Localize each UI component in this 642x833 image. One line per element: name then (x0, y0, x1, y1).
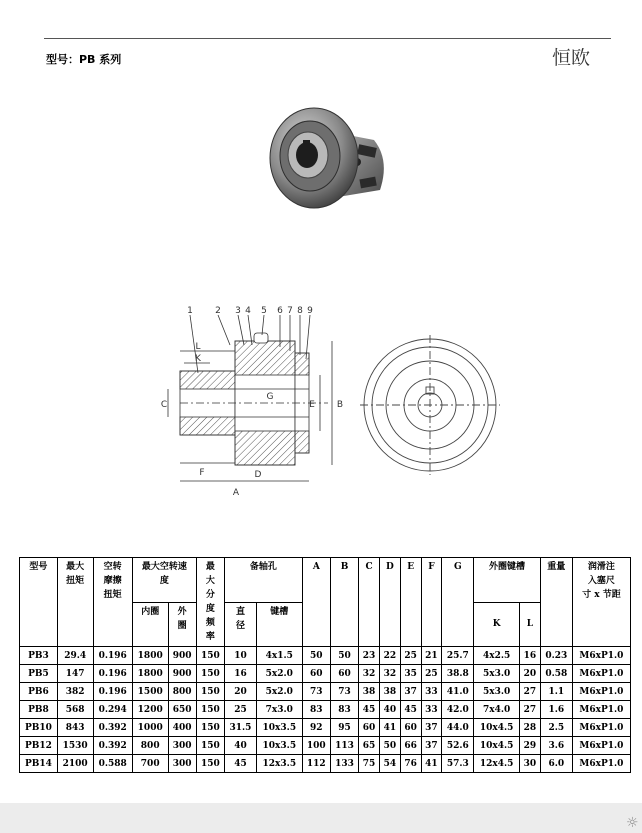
table-cell: M6xP1.0 (572, 665, 630, 683)
table-cell: M6xP1.0 (572, 755, 630, 773)
table-cell: M6xP1.0 (572, 647, 630, 665)
table-cell: 66 (400, 737, 421, 755)
dim-label-K: K (195, 354, 201, 364)
col-header-L: L (520, 602, 541, 647)
table-cell: 73 (330, 683, 358, 701)
part-number: 4 (245, 306, 251, 316)
table-cell: M6xP1.0 (572, 683, 630, 701)
table-cell: 38 (379, 683, 400, 701)
table-cell: 40 (225, 737, 257, 755)
table-cell: 300 (168, 755, 196, 773)
table-cell: 21 (421, 647, 442, 665)
table-row (20, 737, 631, 755)
table-cell: 4x1.5 (256, 647, 302, 665)
table-cell: 5x3.0 (474, 683, 520, 701)
table-cell: 16 (520, 647, 541, 665)
table-cell: 5x2.0 (256, 683, 302, 701)
col-header-shaft-hole: 备轴孔 (225, 558, 303, 603)
col-header-weight: 重量 (540, 558, 572, 647)
table-cell: 50 (302, 647, 330, 665)
table-cell: 25.7 (442, 647, 474, 665)
table-cell: 10x3.5 (256, 737, 302, 755)
top-rule (44, 38, 611, 39)
table-cell: 2100 (57, 755, 93, 773)
table-cell: PB14 (20, 755, 58, 773)
table-cell: 12x3.5 (256, 755, 302, 773)
table-cell: 0.58 (540, 665, 572, 683)
spec-table (19, 557, 631, 773)
table-cell: 28 (520, 719, 541, 737)
table-cell: 73 (302, 683, 330, 701)
table-cell: 42.0 (442, 701, 474, 719)
col-header-F: F (421, 558, 442, 647)
col-header-max-torque: 最大 扭矩 (57, 558, 93, 647)
table-cell: 650 (168, 701, 196, 719)
table-cell: 37 (400, 683, 421, 701)
table-cell: 100 (302, 737, 330, 755)
part-number: 6 (277, 306, 283, 316)
table-cell: 10x3.5 (256, 719, 302, 737)
table-cell: 37 (421, 719, 442, 737)
table-cell: M6xP1.0 (572, 737, 630, 755)
table-cell: 150 (196, 647, 224, 665)
table-cell: 95 (330, 719, 358, 737)
table-cell: 41 (379, 719, 400, 737)
table-cell: 900 (168, 647, 196, 665)
table-cell: 65 (359, 737, 380, 755)
table-cell: 45 (359, 701, 380, 719)
table-cell: 54 (379, 755, 400, 773)
table-cell: 31.5 (225, 719, 257, 737)
dim-label-L: L (195, 342, 201, 352)
table-cell: 900 (168, 665, 196, 683)
table-row (20, 647, 631, 665)
table-cell: 29.4 (57, 647, 93, 665)
table-cell: 83 (302, 701, 330, 719)
table-cell: 700 (132, 755, 168, 773)
table-cell: 60 (302, 665, 330, 683)
table-cell: 150 (196, 665, 224, 683)
col-header-K: K (474, 602, 520, 647)
table-cell: PB12 (20, 737, 58, 755)
col-header-lube: 润滑注 入塞尺 寸 x 节距 (572, 558, 630, 647)
table-cell: 50 (330, 647, 358, 665)
table-cell: 20 (225, 683, 257, 701)
table-cell: 4x2.5 (474, 647, 520, 665)
product-photo (262, 90, 396, 228)
col-header-E: E (400, 558, 421, 647)
table-cell: 33 (421, 683, 442, 701)
table-cell: 29 (520, 737, 541, 755)
table-cell: 16 (225, 665, 257, 683)
dim-label-F: F (199, 468, 205, 478)
brand-name: 恒欧 (552, 47, 591, 69)
table-cell: 40 (379, 701, 400, 719)
table-cell: 150 (196, 719, 224, 737)
table-cell: PB8 (20, 701, 58, 719)
table-row (20, 683, 631, 701)
table-cell: 113 (330, 737, 358, 755)
table-cell: 300 (168, 737, 196, 755)
end-view-drawing (360, 335, 500, 475)
part-number: 9 (307, 306, 313, 316)
table-cell: 0.23 (540, 647, 572, 665)
dim-label-C: C (160, 400, 168, 410)
table-cell: PB10 (20, 719, 58, 737)
table-cell: 7x3.0 (256, 701, 302, 719)
col-header-B: B (330, 558, 358, 647)
table-cell: 37 (421, 737, 442, 755)
dim-label-D: D (254, 470, 262, 480)
table-cell: 10x4.5 (474, 719, 520, 737)
table-cell: 150 (196, 683, 224, 701)
table-cell: PB5 (20, 665, 58, 683)
table-cell: 20 (520, 665, 541, 683)
table-cell: 1.6 (540, 701, 572, 719)
table-cell: 843 (57, 719, 93, 737)
table-cell: PB3 (20, 647, 58, 665)
col-header-idle-friction: 空转 摩擦 扭矩 (93, 558, 132, 647)
table-cell: 400 (168, 719, 196, 737)
table-cell: 147 (57, 665, 93, 683)
table-cell: 150 (196, 755, 224, 773)
table-cell: 25 (400, 647, 421, 665)
table-row (20, 701, 631, 719)
col-header-C: C (359, 558, 380, 647)
table-cell: 27 (520, 701, 541, 719)
table-cell: 60 (330, 665, 358, 683)
dim-label-A: A (232, 488, 240, 498)
table-cell: M6xP1.0 (572, 701, 630, 719)
table-cell: 23 (359, 647, 380, 665)
table-cell: 32 (379, 665, 400, 683)
table-cell: 41.0 (442, 683, 474, 701)
table-cell: 45 (225, 755, 257, 773)
part-number: 5 (261, 306, 267, 316)
table-cell: 800 (168, 683, 196, 701)
table-row (20, 719, 631, 737)
table-cell: 0.196 (93, 665, 132, 683)
col-header-G: G (442, 558, 474, 647)
col-header-model: 型号 (20, 558, 58, 647)
col-header-keyway: 键槽 (256, 602, 302, 647)
dim-label-B: B (336, 400, 344, 410)
part-number: 2 (215, 306, 221, 316)
table-cell: 32 (359, 665, 380, 683)
col-header-inner-ring: 内圈 (132, 602, 168, 647)
table-cell: 1.1 (540, 683, 572, 701)
col-header-diameter: 直 径 (225, 602, 257, 647)
table-cell: 52.6 (442, 737, 474, 755)
table-cell: 44.0 (442, 719, 474, 737)
table-cell: 112 (302, 755, 330, 773)
table-cell: 0.392 (93, 719, 132, 737)
col-header-D: D (379, 558, 400, 647)
table-cell: 382 (57, 683, 93, 701)
table-cell: 33 (421, 701, 442, 719)
table-cell: M6xP1.0 (572, 719, 630, 737)
table-cell: 76 (400, 755, 421, 773)
table-cell: 22 (379, 647, 400, 665)
table-row (20, 755, 631, 773)
table-cell: 0.196 (93, 683, 132, 701)
table-cell: 568 (57, 701, 93, 719)
table-cell: 25 (421, 665, 442, 683)
table-cell: 1530 (57, 737, 93, 755)
col-header-max-freq: 最 大 分 度 频 率 (196, 558, 224, 647)
table-cell: 800 (132, 737, 168, 755)
table-cell: 0.392 (93, 737, 132, 755)
table-cell: 133 (330, 755, 358, 773)
table-cell: 1800 (132, 647, 168, 665)
table-cell: 30 (520, 755, 541, 773)
col-header-max-idle-speed: 最大空转速 度 (132, 558, 196, 603)
footer-bar (0, 803, 642, 833)
part-number: 1 (187, 306, 193, 316)
col-header-A: A (302, 558, 330, 647)
table-cell: 5x2.0 (256, 665, 302, 683)
table-cell: 45 (400, 701, 421, 719)
part-number: 7 (287, 306, 293, 316)
table-cell: 27 (520, 683, 541, 701)
table-cell: 10 (225, 647, 257, 665)
sun-icon: ☼ (626, 815, 639, 831)
table-cell: 3.6 (540, 737, 572, 755)
table-row (20, 665, 631, 683)
part-number: 8 (297, 306, 303, 316)
table-cell: 6.0 (540, 755, 572, 773)
table-cell: 25 (225, 701, 257, 719)
table-cell: 1200 (132, 701, 168, 719)
col-header-outer-keyway: 外圈键槽 (474, 558, 541, 603)
table-cell: 150 (196, 737, 224, 755)
table-cell: 41 (421, 755, 442, 773)
table-cell: 92 (302, 719, 330, 737)
table-cell: 10x4.5 (474, 737, 520, 755)
table-cell: 38.8 (442, 665, 474, 683)
table-cell: 1000 (132, 719, 168, 737)
table-cell: 1800 (132, 665, 168, 683)
table-cell: 38 (359, 683, 380, 701)
col-header-outer-ring: 外 圈 (168, 602, 196, 647)
table-cell: 60 (400, 719, 421, 737)
table-cell: 75 (359, 755, 380, 773)
dim-label-E: E (309, 400, 315, 410)
table-cell: 2.5 (540, 719, 572, 737)
table-cell: 5x3.0 (474, 665, 520, 683)
table-cell: 7x4.0 (474, 701, 520, 719)
table-cell: 60 (359, 719, 380, 737)
table-cell: PB6 (20, 683, 58, 701)
table-cell: 50 (379, 737, 400, 755)
table-cell: 0.294 (93, 701, 132, 719)
table-cell: 150 (196, 701, 224, 719)
part-number: 3 (235, 306, 241, 316)
table-cell: 0.196 (93, 647, 132, 665)
table-cell: 57.3 (442, 755, 474, 773)
spec-table-body (20, 647, 631, 773)
table-cell: 1500 (132, 683, 168, 701)
model-label: 型号：PB 系列 (46, 53, 122, 66)
table-cell: 12x4.5 (474, 755, 520, 773)
table-cell: 0.588 (93, 755, 132, 773)
table-cell: 35 (400, 665, 421, 683)
table-cell: 83 (330, 701, 358, 719)
dim-label-G: G (266, 392, 274, 402)
